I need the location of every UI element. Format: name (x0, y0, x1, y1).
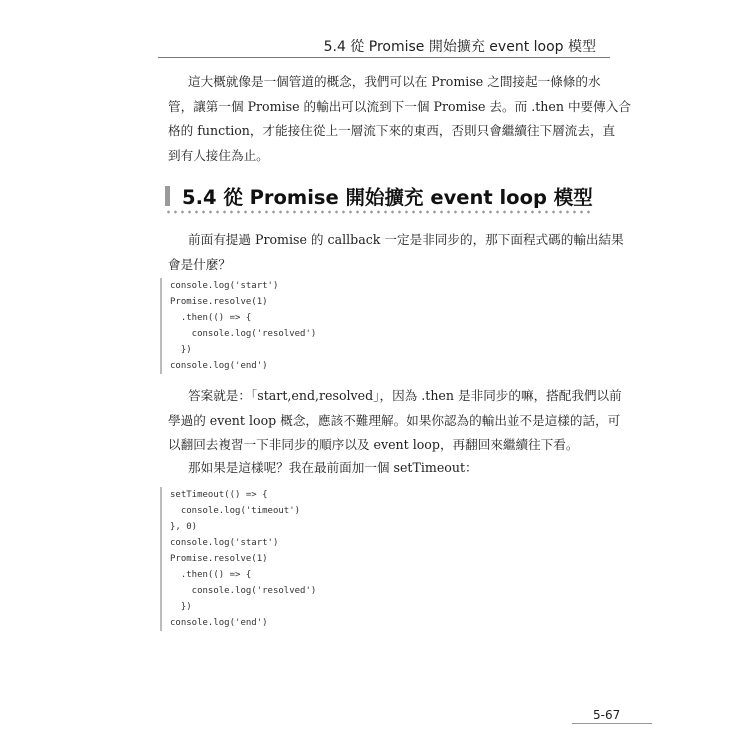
code-line: console.log('end') (170, 618, 268, 628)
question-paragraph (168, 228, 624, 277)
intro-paragraph (168, 70, 631, 168)
paragraph-line: 以翻回去複習一下非同步的順序以及 event loop，再翻回來繼續往下看。 (168, 437, 579, 452)
code-block-1 (160, 278, 600, 374)
answer-paragraph (168, 384, 622, 458)
code-line: console.log('timeout') (170, 506, 301, 516)
code-line: console.log('start') (170, 281, 279, 291)
heading-bar (165, 186, 170, 206)
code-line: }) (170, 345, 192, 355)
paragraph-line: 格的 function，才能接住從上一層流下來的東西，否則只會繼續往下層流去，直 (168, 123, 616, 138)
code-line: console.log('end') (170, 361, 268, 371)
section-heading (165, 181, 593, 211)
dotted-divider (165, 210, 590, 214)
code-block-2 (160, 487, 600, 631)
code-line: }) (170, 602, 192, 612)
paragraph-line: 答案就是：「start,end,resolved」，因為 .then 是非同步的嘛，搭配我們以前 (188, 388, 622, 403)
code-line: setTimeout(() => { (170, 490, 268, 500)
code-line: }, 0) (170, 522, 198, 532)
code-line: Promise.resolve(1) (170, 554, 268, 564)
paragraph-line: 那如果是這樣呢？我在最前面加一個 setTimeout： (188, 460, 478, 475)
paragraph-line: 會是什麼？ (168, 256, 231, 272)
paragraph-line: 前面有提過 Promise 的 callback 一定是非同步的，那下面程式碼的輸出結果 (188, 232, 624, 247)
code-line: console.log('resolved') (170, 586, 317, 596)
followup-paragraph (188, 456, 478, 481)
footer-rule (572, 723, 652, 724)
header-rule (158, 57, 610, 58)
section-title: 5.4 從 Promise 開始擴充 event loop 模型 (182, 186, 593, 209)
paragraph-line: 這大概就像是一個管道的概念，我們可以在 Promise 之間接起一條條的水 (188, 74, 601, 89)
page-number: 5-67 (593, 708, 621, 722)
paragraph-line: 管，讓第一個 Promise 的輸出可以流到下一個 Promise 去。而 .then 中要傳入合 (168, 98, 631, 114)
code-line: .then(() => { (170, 313, 252, 323)
code-line: console.log('start') (170, 538, 279, 548)
running-header: 5.4 從 Promise 開始擴充 event loop 模型 (323, 39, 596, 55)
code-line: .then(() => { (170, 570, 252, 580)
paragraph-line: 到有人接住為止。 (168, 147, 269, 163)
paragraph-line: 學過的 event loop 概念，應該不難理解。如果你認為的輸出並不是這樣的話，可 (168, 412, 621, 428)
code-line: Promise.resolve(1) (170, 297, 268, 307)
code-line: console.log('resolved') (170, 329, 317, 339)
